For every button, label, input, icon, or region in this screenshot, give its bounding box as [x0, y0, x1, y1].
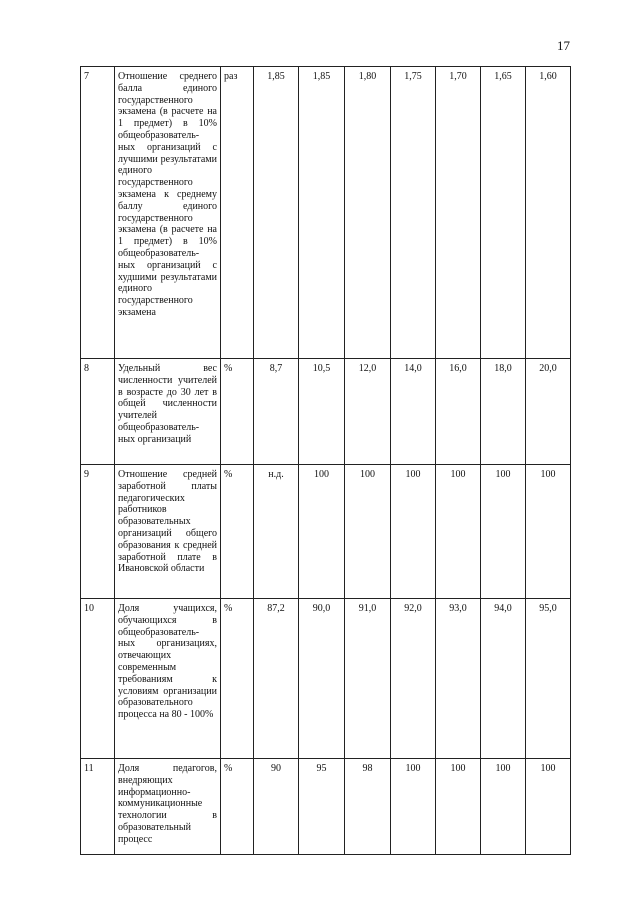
value-cell: 100: [391, 759, 436, 855]
value-cell: 100: [481, 465, 526, 599]
indicator-name: Отношение среднего балла единого государственного экзамена (в расчете на 1 предмет) в 10% общеобразователь- ных организаций с лучшими результатами единого государственного экзамена к среднему баллу единого государственного экзамена (в расчете на 1 предмет) в 10% общеобразователь- ных организаций с худшими результатами единого государственного экзамена: [115, 67, 221, 359]
value-cell: н.д.: [254, 465, 299, 599]
value-cell: 92,0: [391, 599, 436, 759]
value-cell: 1,85: [299, 67, 345, 359]
row-number: 7: [81, 67, 115, 359]
value-cell: 1,65: [481, 67, 526, 359]
table-row: [81, 599, 571, 759]
table-row: [81, 759, 571, 855]
table-row: [81, 465, 571, 599]
value-cell: 1,70: [436, 67, 481, 359]
value-cell: 100: [436, 759, 481, 855]
unit-cell: раз: [221, 67, 254, 359]
value-cell: 1,75: [391, 67, 436, 359]
table-row: [81, 67, 571, 359]
value-cell: 100: [526, 759, 571, 855]
value-cell: 16,0: [436, 359, 481, 465]
value-cell: 8,7: [254, 359, 299, 465]
value-cell: 95: [299, 759, 345, 855]
value-cell: 20,0: [526, 359, 571, 465]
row-number: 11: [81, 759, 115, 855]
row-number: 9: [81, 465, 115, 599]
indicator-name: Доля учащихся, обучающихся в общеобразователь- ных организациях, отвечающих современным требованиям к условиям организации образовательного процесса на 80 - 100%: [115, 599, 221, 759]
value-cell: 100: [345, 465, 391, 599]
value-cell: 1,60: [526, 67, 571, 359]
indicator-name: Отношение средней заработной платы педагогических работников образовательных организаций общего образования к средней заработной плате в Ивановской области: [115, 465, 221, 599]
value-cell: 87,2: [254, 599, 299, 759]
value-cell: 94,0: [481, 599, 526, 759]
row-number: 10: [81, 599, 115, 759]
page-number: 17: [557, 38, 570, 53]
value-cell: 100: [436, 465, 481, 599]
value-cell: 12,0: [345, 359, 391, 465]
indicator-name: Удельный вес численности учителей в возрасте до 30 лет в общей численности учителей общеобразователь- ных организаций: [115, 359, 221, 465]
value-cell: 100: [526, 465, 571, 599]
value-cell: 93,0: [436, 599, 481, 759]
table-row: [81, 359, 571, 465]
row-number: 8: [81, 359, 115, 465]
value-cell: 10,5: [299, 359, 345, 465]
unit-cell: %: [221, 759, 254, 855]
value-cell: 95,0: [526, 599, 571, 759]
value-cell: 100: [299, 465, 345, 599]
value-cell: 18,0: [481, 359, 526, 465]
value-cell: 100: [481, 759, 526, 855]
indicators-table: [80, 66, 571, 855]
value-cell: 1,80: [345, 67, 391, 359]
unit-cell: %: [221, 359, 254, 465]
value-cell: 14,0: [391, 359, 436, 465]
unit-cell: %: [221, 599, 254, 759]
value-cell: 98: [345, 759, 391, 855]
unit-cell: %: [221, 465, 254, 599]
indicator-name: Доля педагогов, внедряющих информационно- коммуникационные технологии в образовательный процесс: [115, 759, 221, 855]
value-cell: 91,0: [345, 599, 391, 759]
value-cell: 1,85: [254, 67, 299, 359]
value-cell: 90: [254, 759, 299, 855]
value-cell: 100: [391, 465, 436, 599]
value-cell: 90,0: [299, 599, 345, 759]
